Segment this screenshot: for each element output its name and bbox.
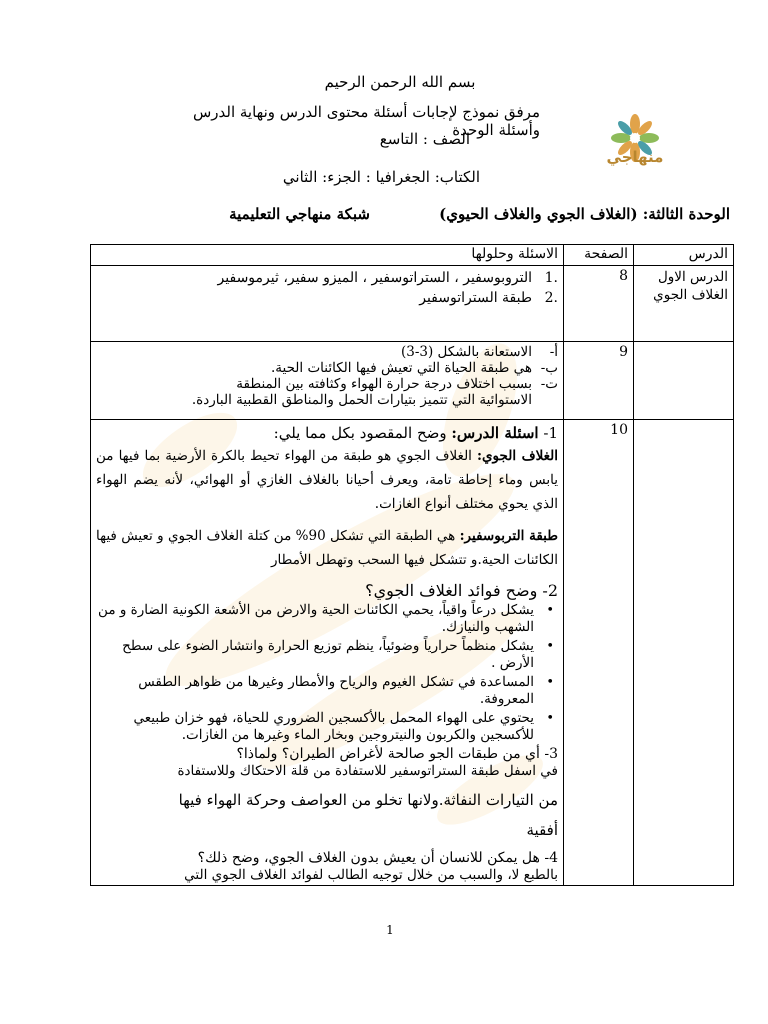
item-text: التروبوسفير ، الستراتوسفير ، الميزو سفير، ثيرموسفير bbox=[217, 270, 532, 286]
answers-cell bbox=[91, 266, 564, 342]
item-letter: ت- bbox=[540, 376, 558, 392]
table-row bbox=[91, 266, 734, 342]
network-name: شبكة منهاجي التعليمية bbox=[229, 205, 370, 223]
answers-cell bbox=[91, 342, 564, 420]
item-letter bbox=[538, 392, 558, 408]
answer-line: أفقية bbox=[526, 821, 558, 839]
definition-term: الغلاف الجوي: bbox=[477, 448, 558, 464]
qa-table bbox=[90, 244, 734, 886]
question-number: 1- bbox=[543, 424, 558, 442]
lesson-cell: الدرس الاول الغلاف الجوي bbox=[634, 266, 734, 342]
question-2-title: 2- وضح فوائد الغلاف الجوي؟ bbox=[365, 581, 558, 600]
item-letter: ب- bbox=[540, 360, 558, 376]
table-header-row bbox=[91, 245, 734, 266]
list-item bbox=[96, 376, 558, 392]
definition-term: طبقة التربوسفير: bbox=[459, 528, 558, 544]
list-item: • يحتوي على الهواء المحمل بالأكسجين الضروري للحياة، فهو خزان طبيعي للأكسجين والكربون والنيتروجين وبخار الماء وغيرها من الغازات. bbox=[96, 710, 544, 744]
list-item bbox=[96, 392, 558, 408]
lesson-cell bbox=[634, 420, 734, 886]
question-label: اسئلة الدرس: bbox=[451, 424, 539, 442]
grade-label: الصف : التاسع bbox=[379, 130, 470, 148]
list-item bbox=[96, 360, 558, 376]
basmala: بسم الله الرحمن الرحيم bbox=[324, 73, 476, 91]
page-cell: 9 bbox=[564, 342, 634, 420]
question-text: وضح المقصود بكل مما يلي: bbox=[273, 424, 447, 442]
header-page: الصفحة bbox=[564, 245, 634, 266]
answer-line: بالطبع لا، والسبب من خلال توجيه الطالب لفوائد الغلاف الجوي التي bbox=[184, 867, 558, 883]
list-item bbox=[96, 288, 558, 308]
question-4-title: 4- هل يمكن للانسان أن يعيش بدون الغلاف الجوي، وضح ذلك؟ bbox=[197, 850, 558, 866]
list-item: • يشكل منظماً حرارياً وضوئياً، ينظم توزيع الحرارة وانتشار الضوء على سطح الأرض . bbox=[96, 638, 544, 672]
item-text: الاستعانة بالشكل (3-3) bbox=[400, 344, 532, 360]
book-label: الكتاب: الجغرافيا : الجزء: الثاني bbox=[282, 168, 480, 186]
list-item bbox=[96, 268, 558, 288]
item-text: طبقة الستراتوسفير bbox=[419, 290, 532, 306]
header-lesson: الدرس bbox=[634, 245, 734, 266]
question-1-title bbox=[96, 422, 558, 444]
item-letter: أ- bbox=[549, 344, 558, 360]
list-item: • يشكل درعاً واقياً، يحمي الكائنات الحية والارض من الأشعة الكونية الضارة و من الشهب والنيازك. bbox=[96, 602, 544, 636]
item-number: .2 bbox=[544, 290, 558, 306]
logo-text: منهاجي bbox=[606, 148, 664, 166]
table-row bbox=[91, 420, 734, 886]
item-number: .1 bbox=[544, 270, 558, 286]
header-qa: الاسئلة وحلولها bbox=[91, 245, 564, 266]
unit-title: الوحدة الثالثة: (الغلاف الجوي والغلاف الحيوي) bbox=[439, 205, 730, 223]
definition-text: الغلاف الجوي هو طبقة من الهواء تحيط بالكرة الأرضية بما فيها من يابس وماء إحاطة تامة، ويعرف أحيانا بالغلاف الغازي أو الهوائي، لأنه يضم الهواء الذي يحوي مختلف أنواع الغازات. bbox=[96, 448, 558, 512]
answers-cell bbox=[91, 420, 564, 886]
definition-troposphere bbox=[96, 524, 558, 572]
document-subtitle: مرفق نموذج لإجابات أسئلة محتوى الدرس ونهاية الدرس وأسئلة الوحدة bbox=[192, 103, 540, 139]
definition-text: هي الطبقة التي تشكل 90% من كتلة الغلاف الجوي و تعيش فيها الكائنات الحية.و تتشكل فيها السحب وتهطل الأمطار bbox=[96, 528, 558, 568]
item-text: هي طبقة الحياة التي تعيش فيها الكائنات الحية. bbox=[270, 360, 532, 376]
answer-line: من التيارات النفاثة.ولانها تخلو من العواصف وحركة الهواء فيها bbox=[178, 791, 558, 809]
question-3-title: 3- أي من طبقات الجو صالحة لأغراض الطيران؟ ولماذا؟ bbox=[236, 746, 558, 762]
definition-atmosphere bbox=[96, 444, 558, 516]
lesson-cell bbox=[634, 342, 734, 420]
item-text: بسبب اختلاف درجة حرارة الهواء وكثافته بين المنطقة bbox=[236, 376, 532, 392]
answer-line: في اسفل طبقة الستراتوسفير للاستفادة من قلة الاحتكاك وللاستفادة bbox=[177, 763, 558, 779]
page-number: 1 bbox=[386, 923, 394, 937]
benefits-list bbox=[96, 602, 558, 744]
list-item: • المساعدة في تشكل الغيوم والرياح والأمطار وغيرها من ظواهر الطقس المعروفة. bbox=[96, 674, 544, 708]
page-cell: 8 bbox=[564, 266, 634, 342]
list-item bbox=[96, 344, 558, 360]
item-text: الاستوائية التي تتميز بتيارات الحمل والمناطق القطبية الباردة. bbox=[191, 392, 532, 408]
page-cell: 10 bbox=[564, 420, 634, 886]
table-row bbox=[91, 342, 734, 420]
